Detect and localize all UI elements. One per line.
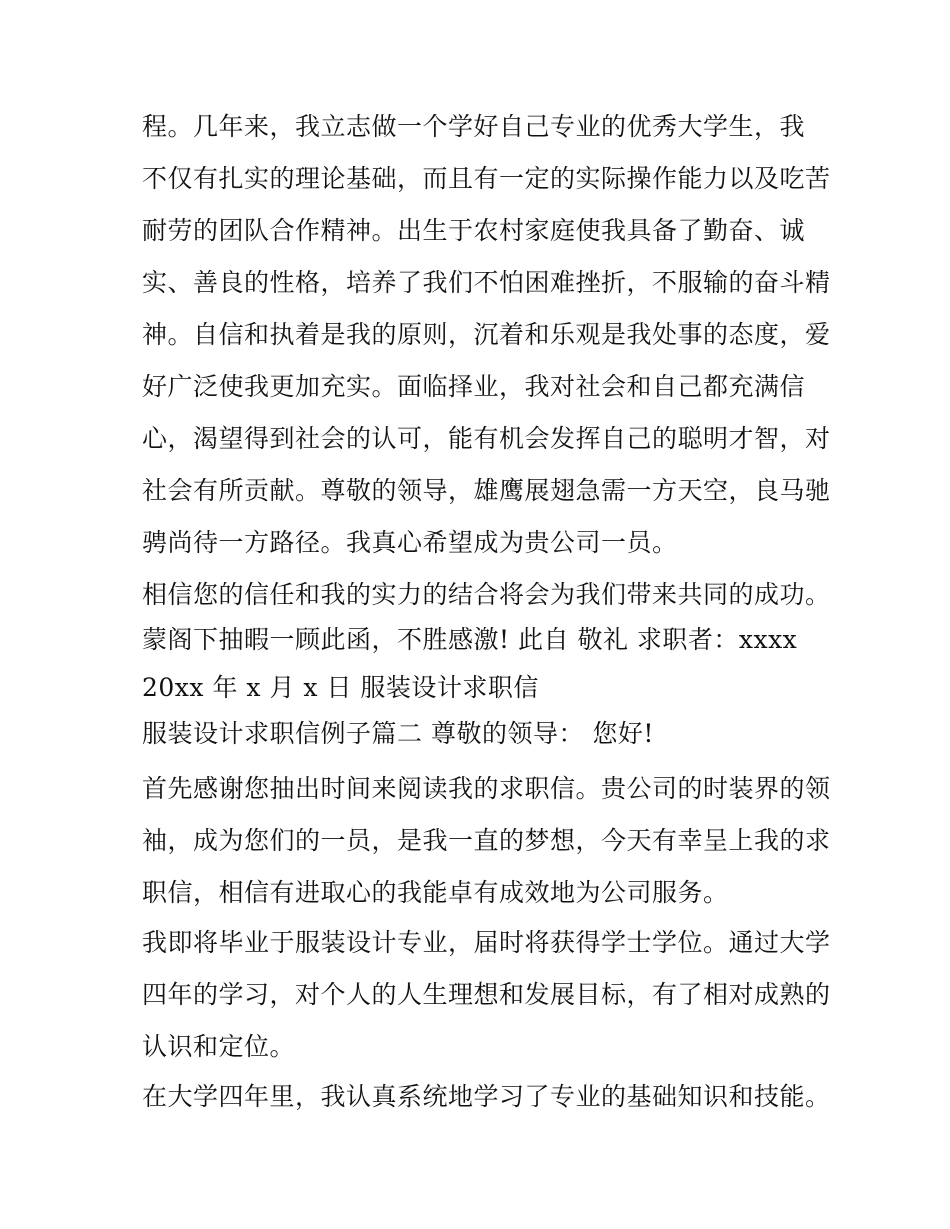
text-line: 实、善良的性格，培养了我们不怕困难挫折，不服输的奋斗精 xyxy=(142,268,831,297)
text-line: 耐劳的团队合作精神。出生于农村家庭使我具备了勤奋、诚 xyxy=(142,216,806,245)
text-line: 相信您的信任和我的实力的结合将会为我们带来共同的成功。 xyxy=(142,580,831,609)
text-line: 心，渴望得到社会的认可，能有机会发挥自己的聪明才智，对 xyxy=(142,424,831,453)
text-line: 骋尚待一方路径。我真心希望成为贵公司一员。 xyxy=(142,528,678,557)
text-line: 蒙阁下抽暇一顾此函，不胜感激! 此自 敬礼 求职者：xxxx xyxy=(142,625,798,654)
text-line: 神。自信和执着是我的原则，沉着和乐观是我处事的态度，爱 xyxy=(142,320,831,349)
text-line: 服装设计求职信例子篇二 尊敬的领导： 您好! xyxy=(142,719,654,748)
text-line: 在大学四年里，我认真系统地学习了专业的基础知识和技能。 xyxy=(142,1082,831,1111)
text-line: 四年的学习，对个人的人生理想和发展目标，有了相对成熟的 xyxy=(142,980,831,1009)
text-line: 20xx 年 x 月 x 日 服装设计求职信 xyxy=(142,673,539,702)
text-line: 我即将毕业于服装设计专业，届时将获得学士学位。通过大学 xyxy=(142,928,831,957)
text-line: 程。几年来，我立志做一个学好自己专业的优秀大学生，我 xyxy=(142,112,806,141)
text-line: 不仅有扎实的理论基础，而且有一定的实际操作能力以及吃苦 xyxy=(142,164,831,193)
text-line: 首先感谢您抽出时间来阅读我的求职信。贵公司的时装界的领 xyxy=(142,774,831,803)
text-line: 袖，成为您们的一员，是我一直的梦想，今天有幸呈上我的求 xyxy=(142,826,831,855)
text-line: 职信，相信有进取心的我能卓有成效地为公司服务。 xyxy=(142,878,729,907)
text-line: 好广泛使我更加充实。面临择业，我对社会和自己都充满信 xyxy=(142,372,806,401)
text-line: 认识和定位。 xyxy=(142,1032,296,1061)
text-line: 社会有所贡献。尊敬的领导，雄鹰展翅急需一方天空，良马驰 xyxy=(142,476,831,505)
